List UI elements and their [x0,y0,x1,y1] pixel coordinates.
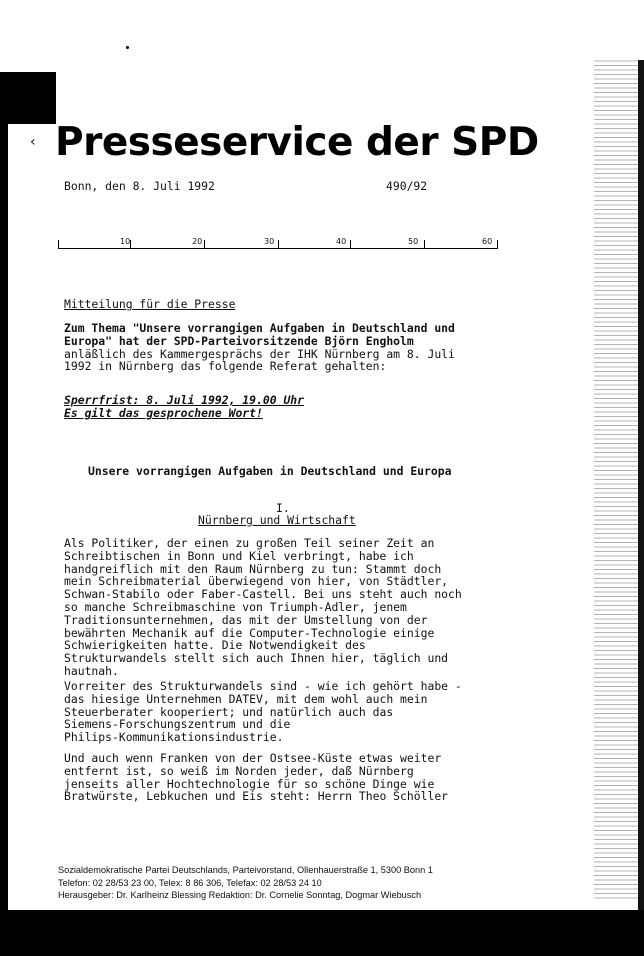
ruler-tick [58,240,59,248]
ruler-tick [350,240,351,248]
text-line: Siemens-Forschungszentrum und die [64,717,291,732]
text-line: Philips-Kommunikationsindustrie. [64,730,284,745]
scan-left-edge [0,72,8,910]
text-line: Schreibtischen in Bonn und Kiel verbringt, habe ich [64,548,414,563]
dateline: Bonn, den 8. Juli 1992 [64,179,215,193]
section-title: Nürnberg und Wirtschaft [198,513,356,527]
embargo-line: Es gilt das gesprochene Wort! [64,405,263,420]
text-line: Vorreiter des Strukturwandels sind - wie ich gehört habe - [64,679,462,693]
scan-bottom-edge [0,910,644,956]
footer-contact: Telefon: 02 28/53 23 00, Telex: 8 86 306, Telefax: 02 28/53 24 10 [58,877,322,888]
embargo-line: Sperrfrist: 8. Juli 1992, 19.00 Uhr [64,393,305,407]
text-line: Traditionsunternehmen, das mit der Umstellung von der [64,612,428,627]
typewriter-ruler [58,237,498,249]
ruler-label: 20 [192,237,203,246]
intro-paragraph [64,322,504,373]
scan-speck [126,46,129,49]
text-line: so manche Schreibmaschine von Triumph-Adler, jenem [64,599,407,614]
scan-right-edge [638,60,644,910]
text-line: hautnah. [64,663,119,678]
ruler-label: 40 [336,237,347,246]
page-title: Presseservice der SPD [55,120,539,165]
text-line: Bratwürste, Lebkuchen und Eis steht: Herrn Theo Schöller [64,789,449,804]
letterhead-footer [58,864,433,902]
text-line: das hiesige Unternehmen DATEV, mit dem wohl auch mein [64,691,428,706]
text-line: bewährten Mechanik auf die Computer-Technologie einige [64,625,435,640]
text-line: Schwan-Stabilo oder Faber-Castell. Bei uns steht auch noch [64,587,462,602]
ruler-label: 10 [120,237,131,246]
embargo-notice [64,394,364,420]
body-paragraph [64,680,504,744]
text-line: Schwierigkeiten hatte. Die Notwendigkeit des [64,638,366,653]
intro-line: Europa" hat der SPD-Parteivorsitzende Björn Engholm [64,333,414,348]
text-line: Als Politiker, der einen zu großen Teil seiner Zeit an [64,536,435,550]
text-line: handgreiflich mit den Raum Nürnberg zu tun: Stammt doch [64,561,442,576]
section-number: I. [276,501,290,515]
text-line: Und auch wenn Franken von der Ostsee-Küste etwas weiter [64,751,442,765]
text-line: Steuerberater kooperiert; und natürlich auch das [64,704,394,719]
ruler-tick [204,240,205,248]
scan-right-noise [594,60,644,900]
body-paragraph [64,752,504,803]
text-line: Strukturwandels stellt sich auch Ihnen hier, täglich und [64,651,449,666]
ruler-label: 30 [264,237,275,246]
ruler-label: 50 [408,237,419,246]
ruler-tick [497,240,498,248]
ruler-tick [278,240,279,248]
document-number: 490/92 [386,179,428,193]
ruler-label: 60 [482,237,493,246]
footer-address: Sozialdemokratische Partei Deutschlands, Parteivorstand, Ollenhauerstraße 1, 5300 Bonn 1 [58,865,433,875]
intro-line: anläßlich des Kammergesprächs der IHK Nürnberg am 8. Juli [64,346,455,361]
text-line: jenseits aller Hochtechnologie für so schöne Dinge wie [64,776,435,791]
scan-black-block [8,72,56,124]
intro-line: Zum Thema "Unsere vorrangigen Aufgaben in Deutschland und [64,321,455,335]
footer-publisher: Herausgeber: Dr. Karlheinz Blessing Redaktion: Dr. Cornelie Sonntag, Dogmar Wiebusch [58,890,422,900]
body-paragraph [64,537,504,678]
press-release-label: Mitteilung für die Presse [64,297,236,311]
ruler-tick [424,240,425,248]
text-line: mein Schreibmaterial überwiegend von hier, von Städtler, [64,574,449,589]
scan-mark: ‹ [30,134,36,150]
text-line: entfernt ist, so weiß im Norden jeder, daß Nürnberg [64,763,414,778]
intro-line: 1992 in Nürnberg das folgende Referat gehalten: [64,359,387,374]
speech-title: Unsere vorrangigen Aufgaben in Deutschland und Europa [88,464,452,478]
scan-top-margin [0,0,644,72]
